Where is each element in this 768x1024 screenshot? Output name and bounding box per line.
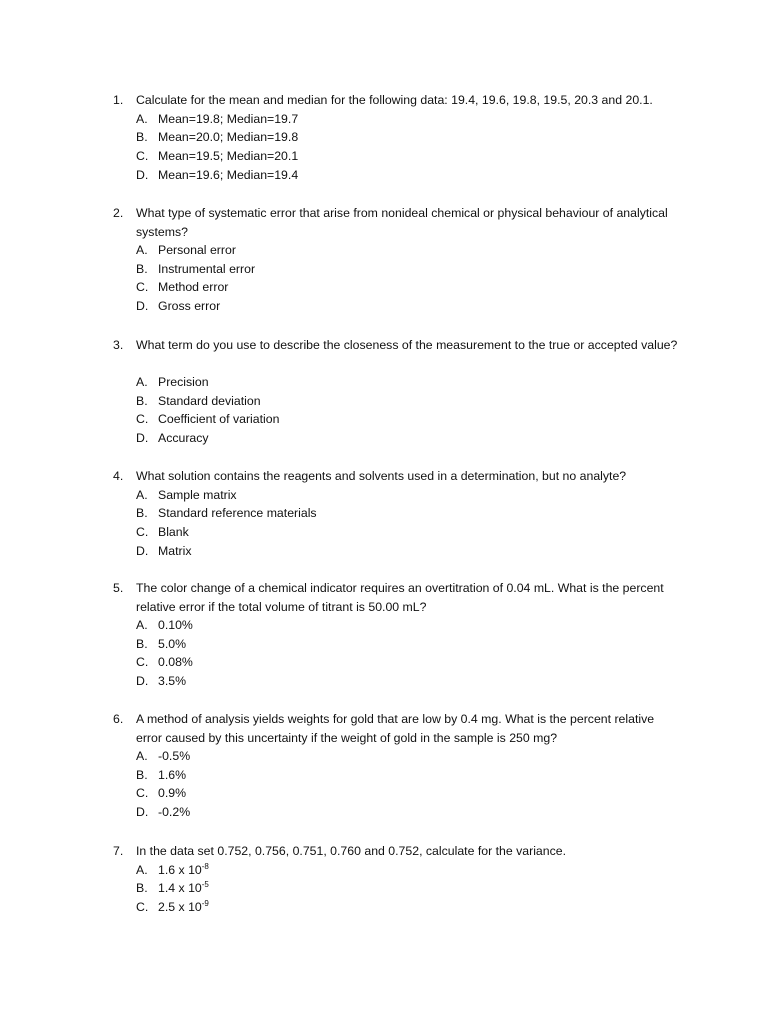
answer-option (0, 147, 768, 166)
option-letter: C. (136, 655, 149, 670)
option-text (158, 898, 209, 917)
option-text: Standard reference materials (158, 506, 317, 521)
answer-options (0, 747, 768, 822)
option-letter: B. (136, 130, 148, 145)
answer-option (0, 410, 768, 429)
answer-option (0, 784, 768, 803)
answer-options (0, 616, 768, 691)
question-text: What solution contains the reagents and solvents used in a determination, but no analyte? (136, 469, 627, 483)
option-base: 1.6 x 10 (158, 862, 202, 877)
answer-option (0, 616, 768, 635)
question-number: 1. (113, 93, 124, 107)
option-text: Standard deviation (158, 393, 261, 408)
option-text: 1.6% (158, 767, 187, 782)
option-letter: B. (136, 506, 148, 521)
option-text: Gross error (158, 299, 221, 314)
answer-option (0, 803, 768, 822)
option-letter: A. (136, 749, 148, 763)
question-number: 3. (113, 338, 124, 352)
answer-option (0, 260, 768, 279)
option-base: 1.4 x 10 (158, 881, 202, 896)
option-letter: D. (136, 674, 149, 689)
option-letter: D. (136, 167, 149, 182)
answer-option (0, 672, 768, 691)
answer-option (0, 766, 768, 785)
question-number: 7. (113, 844, 124, 858)
option-text: Method error (158, 280, 229, 295)
option-exponent: -8 (201, 861, 209, 871)
option-letter: C. (136, 148, 149, 163)
answer-option (0, 486, 768, 505)
option-text: Mean=20.0; Median=19.8 (158, 130, 299, 145)
answer-option (0, 861, 768, 880)
option-letter: D. (136, 805, 149, 820)
option-base: 2.5 x 10 (158, 899, 202, 914)
option-text: -0.5% (158, 749, 191, 763)
answer-options (0, 486, 768, 561)
option-letter: C. (136, 280, 149, 295)
option-text: Mean=19.5; Median=20.1 (158, 148, 299, 163)
option-letter: B. (136, 636, 148, 651)
question-text: Calculate for the mean and median for the following data: 19.4, 19.6, 19.8, 19.5, 20.3 and 20.1. (136, 93, 653, 107)
option-letter: B. (136, 881, 148, 896)
answer-options (0, 861, 768, 917)
option-letter: A. (136, 111, 148, 126)
option-text: 5.0% (158, 636, 187, 651)
option-letter: A. (136, 375, 148, 389)
option-letter: A. (136, 243, 148, 257)
answer-option (0, 297, 768, 316)
option-text: Mean=19.8; Median=19.7 (158, 111, 299, 126)
question-text: In the data set 0.752, 0.756, 0.751, 0.760 and 0.752, calculate for the variance. (136, 844, 567, 858)
answer-option (0, 635, 768, 654)
answer-option (0, 166, 768, 185)
answer-option (0, 128, 768, 147)
answer-option (0, 523, 768, 542)
answer-options (0, 110, 768, 185)
answer-option (0, 898, 768, 917)
option-text: Personal error (158, 243, 236, 257)
option-text: -0.2% (158, 805, 191, 820)
option-text: 0.10% (158, 618, 193, 632)
answer-option (0, 241, 768, 260)
answer-options (0, 241, 768, 316)
option-text (158, 879, 209, 898)
option-text: Accuracy (158, 431, 209, 446)
option-text: Mean=19.6; Median=19.4 (158, 167, 299, 182)
question-text: A method of analysis yields weights for gold that are low by 0.4 mg. What is the percent relative error caused by this uncertainty if the weight of gold in the sample is 250 mg? (136, 712, 655, 745)
question-number: 6. (113, 712, 124, 726)
answer-option (0, 542, 768, 561)
answer-option (0, 392, 768, 411)
option-text (158, 861, 209, 880)
question-text: What type of systematic error that arise from nonideal chemical or physical behaviour of analytical systems? (136, 206, 668, 239)
option-letter: C. (136, 786, 149, 801)
option-letter: B. (136, 393, 148, 408)
option-letter: A. (136, 487, 148, 502)
answer-option (0, 653, 768, 672)
question-text: What term do you use to describe the closeness of the measurement to the true or accepted value? (136, 338, 678, 352)
option-exponent: -5 (201, 880, 209, 890)
question-number: 4. (113, 469, 124, 483)
option-text: Instrumental error (158, 261, 256, 276)
option-text: Sample matrix (158, 487, 237, 502)
option-letter: B. (136, 261, 148, 276)
option-letter: D. (136, 431, 149, 446)
option-text: Matrix (158, 543, 192, 558)
option-letter: C. (136, 899, 149, 914)
option-text: Precision (158, 375, 209, 389)
answer-option (0, 373, 768, 392)
answer-option (0, 879, 768, 898)
question-text: The color change of a chemical indicator requires an overtitration of 0.04 mL. What is the percent relative error if the total volume of titrant is 50.00 mL? (136, 581, 664, 614)
answer-option (0, 429, 768, 448)
answer-option (0, 110, 768, 129)
question-number: 5. (113, 581, 124, 595)
option-exponent: -9 (201, 898, 209, 908)
option-text: 0.08% (158, 655, 193, 670)
answer-option (0, 504, 768, 523)
option-letter: A. (136, 618, 148, 632)
answer-option (0, 278, 768, 297)
option-text: 3.5% (158, 674, 187, 689)
option-letter: C. (136, 524, 149, 539)
answer-option (0, 747, 768, 766)
option-letter: D. (136, 299, 149, 314)
option-text: Coefficient of variation (158, 412, 280, 427)
option-letter: B. (136, 767, 148, 782)
option-text: 0.9% (158, 786, 187, 801)
option-letter: D. (136, 543, 149, 558)
option-letter: C. (136, 412, 149, 427)
question-number: 2. (113, 206, 124, 220)
option-letter: A. (136, 862, 148, 877)
answer-options (0, 373, 768, 448)
option-text: Blank (158, 524, 189, 539)
